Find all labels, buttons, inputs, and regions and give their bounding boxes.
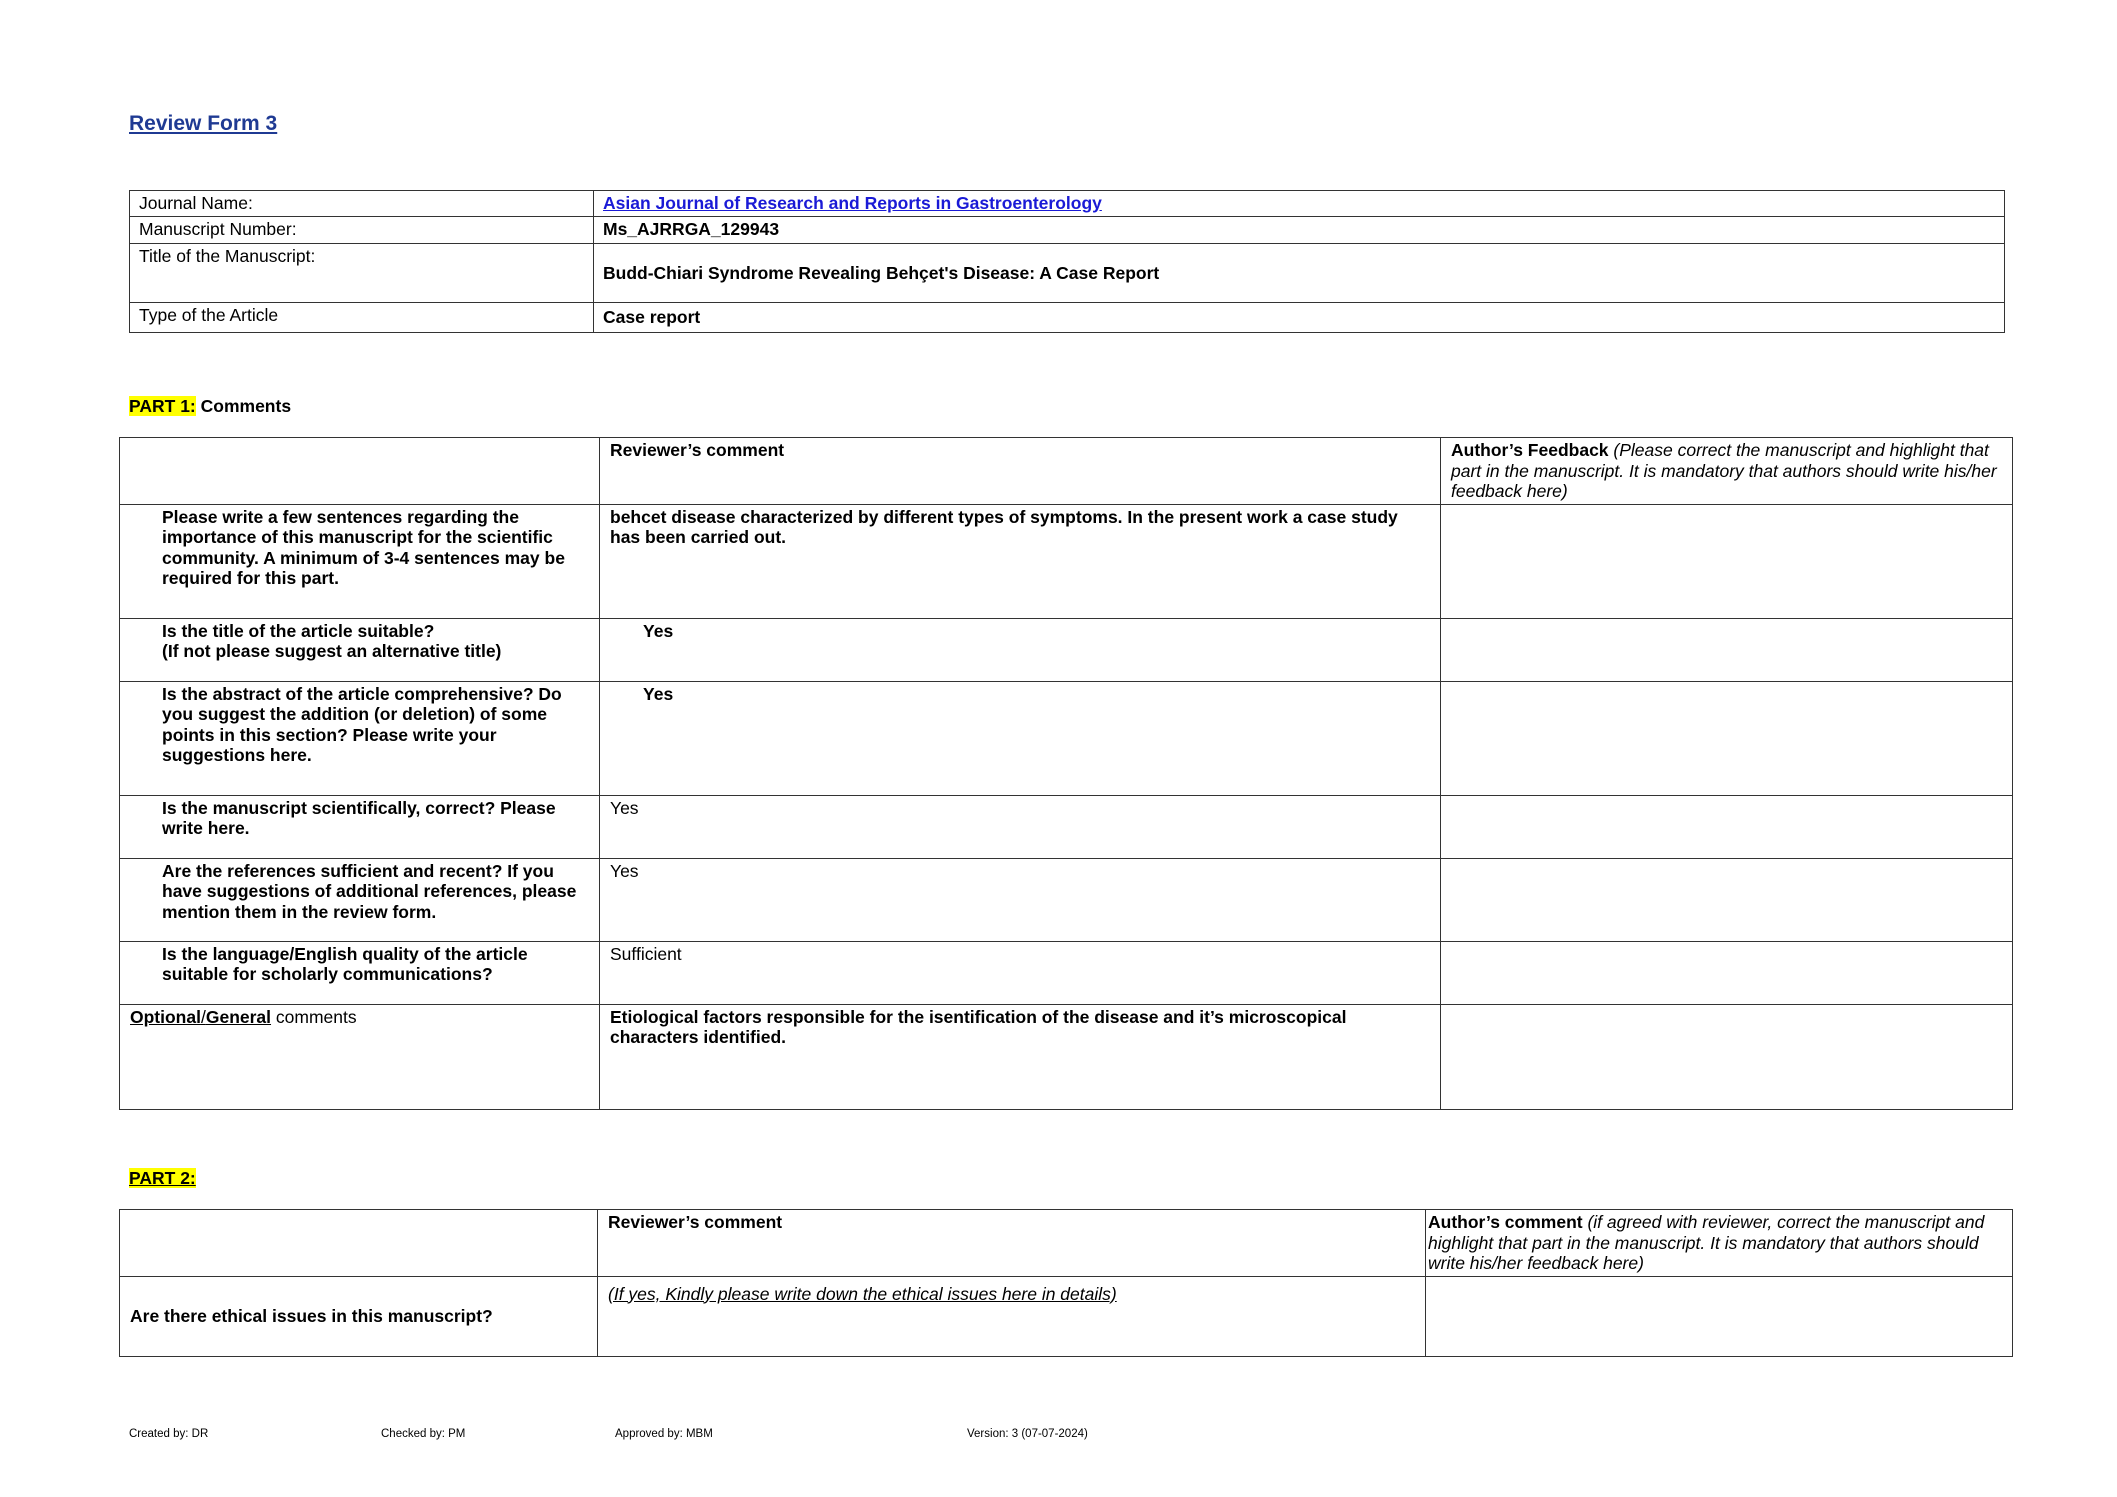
part1-header-blank xyxy=(120,438,600,505)
table-row xyxy=(120,618,2013,681)
manuscript-title-value: Budd-Chiari Syndrome Revealing Behçet's Disease: A Case Report xyxy=(594,244,2005,303)
question-cell: Is the manuscript scientifically, correct? Please write here. xyxy=(120,795,600,858)
table-row xyxy=(120,941,2013,1004)
table-row xyxy=(120,858,2013,941)
table-row xyxy=(120,1276,2013,1356)
reviewer-comment-cell[interactable]: Yes xyxy=(600,858,1441,941)
article-type-value: Case report xyxy=(594,303,2005,333)
author-comment-note: (if agreed with reviewer, correct the manuscript and highlight that part in the manuscript. It is mandatory that authors should write his/her feedback here) xyxy=(1428,1212,1985,1273)
author-feedback-cell[interactable] xyxy=(1441,795,2013,858)
part1-label: PART 1: xyxy=(129,396,196,416)
part2-header-reviewer: Reviewer’s comment xyxy=(598,1210,1426,1277)
journal-label: Journal Name: xyxy=(130,191,594,217)
table-row xyxy=(120,1004,2013,1109)
form-title[interactable]: Review Form 3 xyxy=(129,112,278,135)
optional-comments-label xyxy=(120,1004,600,1109)
author-feedback-title: Author’s Feedback xyxy=(1451,440,1609,460)
part2-label: PART 2: xyxy=(129,1168,196,1188)
question-cell: Is the language/English quality of the article suitable for scholarly communications? xyxy=(120,941,600,1004)
part1-table xyxy=(119,437,2013,1110)
author-feedback-cell[interactable] xyxy=(1441,1004,2013,1109)
reviewer-comment-cell[interactable]: behcet disease characterized by different types of symptoms. In the present work a case study has been carried out. xyxy=(600,504,1441,618)
part1-header-author xyxy=(1441,438,2013,505)
journal-link[interactable]: Asian Journal of Research and Reports in Gastroenterology xyxy=(603,193,1102,213)
comments-word: comments xyxy=(271,1006,357,1027)
manuscript-number-label: Manuscript Number: xyxy=(130,217,594,244)
author-comment-cell[interactable] xyxy=(1426,1276,2013,1356)
manuscript-info-table xyxy=(129,190,2005,333)
reviewer-comment-cell[interactable]: Yes xyxy=(600,618,1441,681)
ethical-answer-text: (If yes, Kindly please write down the ethical issues here in details) xyxy=(608,1283,1117,1304)
part1-heading xyxy=(129,396,291,417)
ethical-question-cell: Are there ethical issues in this manuscript? xyxy=(120,1276,598,1356)
part2-header-blank xyxy=(120,1210,598,1277)
author-feedback-cell[interactable] xyxy=(1441,941,2013,1004)
author-feedback-cell[interactable] xyxy=(1441,858,2013,941)
table-row xyxy=(120,795,2013,858)
general-word: General xyxy=(205,1006,272,1027)
optional-word: Optional xyxy=(130,1006,201,1027)
part1-header-reviewer: Reviewer’s comment xyxy=(600,438,1441,505)
question-cell: Please write a few sentences regarding the importance of this manuscript for the scientific community. A minimum of 3-4 sentences may be required for this part. xyxy=(120,504,600,618)
footer-version: Version: 3 (07-07-2024) xyxy=(967,1428,1088,1440)
part1-suffix: Comments xyxy=(195,396,292,416)
journal-value[interactable] xyxy=(594,191,2005,217)
author-feedback-cell[interactable] xyxy=(1441,618,2013,681)
article-type-label: Type of the Article xyxy=(130,303,594,333)
author-feedback-note: (Please correct the manuscript and highlight that part in the manuscript. It is mandatory that authors should write his/her feedback here) xyxy=(1451,440,1997,501)
question-cell: Is the abstract of the article comprehensive? Do you suggest the addition (or deletion) of some points in this section? Please write your suggestions here. xyxy=(120,681,600,795)
optional-slash: / xyxy=(200,1006,206,1027)
table-row xyxy=(120,681,2013,795)
reviewer-comment-cell[interactable]: Etiological factors responsible for the isentification of the disease and it’s microscopical characters identified. xyxy=(600,1004,1441,1109)
footer-approved: Approved by: MBM xyxy=(615,1428,713,1440)
footer-checked: Checked by: PM xyxy=(381,1428,466,1440)
question-cell: Are the references sufficient and recent? If you have suggestions of additional references, please mention them in the review form. xyxy=(120,858,600,941)
manuscript-title-label: Title of the Manuscript: xyxy=(130,244,594,303)
ethical-answer-cell[interactable] xyxy=(598,1276,1426,1356)
question-line-1: Is the title of the article suitable? xyxy=(162,620,435,641)
footer-created: Created by: DR xyxy=(129,1428,209,1440)
part2-table xyxy=(119,1209,2013,1357)
reviewer-comment-cell[interactable]: Sufficient xyxy=(600,941,1441,1004)
manuscript-number-value: Ms_AJRRGA_129943 xyxy=(594,217,2005,244)
question-cell xyxy=(120,618,600,681)
author-feedback-cell[interactable] xyxy=(1441,504,2013,618)
part2-heading xyxy=(129,1168,196,1189)
reviewer-comment-cell[interactable]: Yes xyxy=(600,681,1441,795)
reviewer-comment-cell[interactable]: Yes xyxy=(600,795,1441,858)
author-comment-title: Author’s comment xyxy=(1428,1212,1583,1232)
question-line-2: (If not please suggest an alternative title) xyxy=(162,641,502,661)
part2-header-author xyxy=(1426,1210,2013,1277)
table-row xyxy=(120,504,2013,618)
author-feedback-cell[interactable] xyxy=(1441,681,2013,795)
